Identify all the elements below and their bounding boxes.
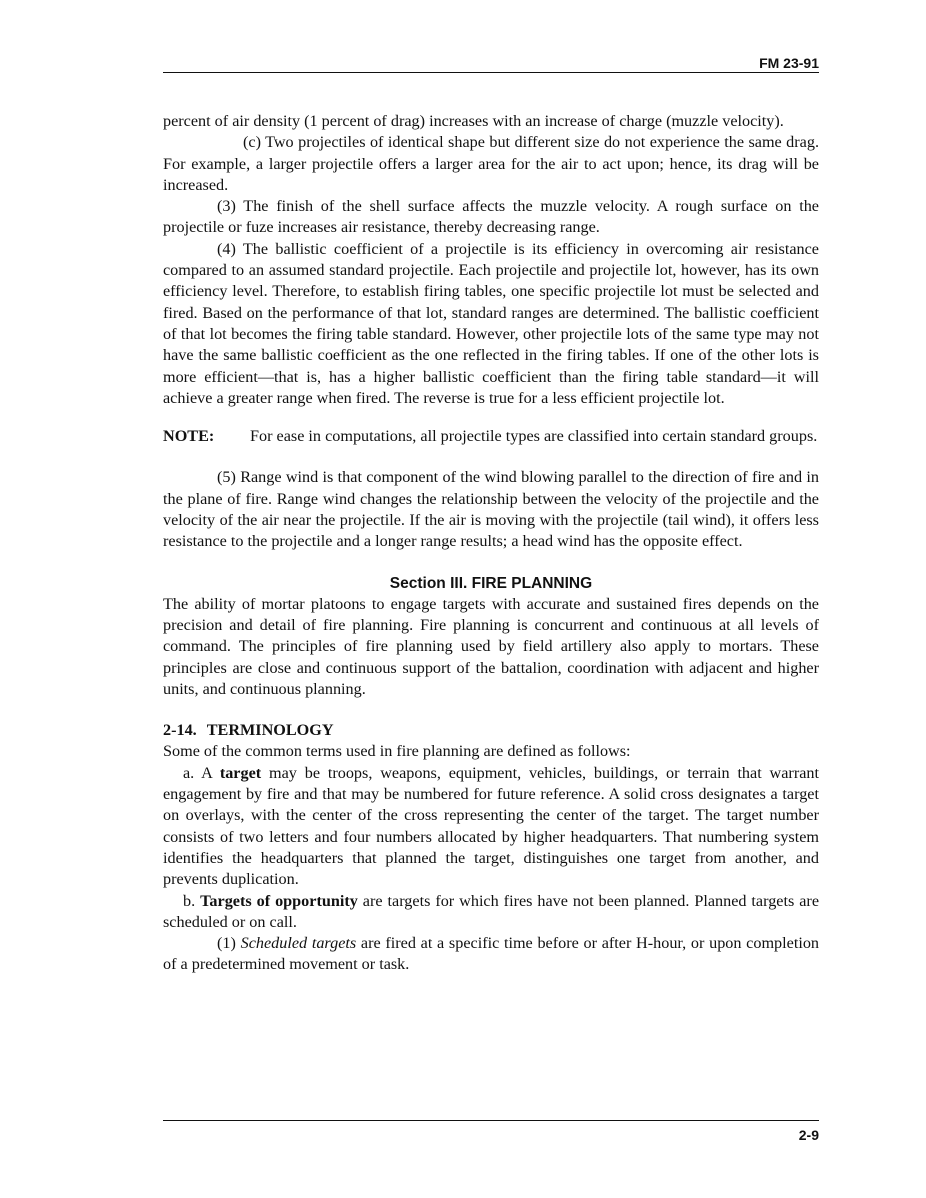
- term-item-scheduled-targets: [163, 933, 819, 976]
- paragraph-range-wind: (5) Range wind is that component of the wind blowing parallel to the direction of fire and in the plane of fire. Range wind changes the relationship between the velocity of the projectile and the velocity of the air near the projectile. If the air is moving with the projectile (tail wind), it offers less resistance to the projectile and a longer range results; a head wind has the opposite effect.: [163, 468, 819, 551]
- term-definition: are targets for which fires have not been planned. Planned targets are scheduled or on call.: [163, 891, 820, 931]
- section-title: Section III. FIRE PLANNING: [389, 574, 593, 592]
- term-definition: are fired at a specific time before or after H-hour, or upon completion of a predetermined movement or task.: [163, 934, 820, 974]
- footer-rule: [163, 1120, 819, 1121]
- term-item-prefix: (1): [217, 934, 241, 953]
- header-rule: [163, 72, 819, 73]
- paragraph-shell-finish: (3) The finish of the shell surface affects the muzzle velocity. A rough surface on the projectile or fuze increases air resistance, thereby decreasing range.: [163, 197, 819, 237]
- paragraph-projectile-size: (c) Two projectiles of identical shape but different size do not experience the same drag. For example, a larger projectile offers a larger area for the air to act upon; hence, its drag will be increased.: [163, 133, 819, 194]
- note-block: [163, 426, 819, 447]
- note-text: For ease in computations, all projectile types are classified into certain standard groups.: [250, 427, 818, 446]
- document-id-header: FM 23-91: [759, 55, 819, 71]
- paragraph-heading-text: TERMINOLOGY: [206, 721, 334, 740]
- term-name: Targets of opportunity: [200, 891, 358, 910]
- paragraph-section-intro: The ability of mortar platoons to engage targets with accurate and sustained fires depends on the precision and detail of fire planning. Fire planning is concurrent and continuous at all levels of command. The principles of fire planning used by field artillery also apply to mortars. These principles are close and continuous support of the battalion, coordination with adjacent and higher units, and continuous planning.: [163, 594, 819, 698]
- term-item-target: [163, 763, 819, 891]
- terminology-intro: Some of the common terms used in fire planning are defined as follows:: [163, 742, 631, 761]
- paragraph-ballistic-coefficient: (4) The ballistic coefficient of a projectile is its efficiency in overcoming air resistance compared to an assumed standard projectile. Each projectile and projectile lot, however, has its own efficiency level. Therefore, to establish firing tables, one specific projectile lot must be selected and fired. Based on the performance of that lot, standard ranges are determined. The ballistic coefficient of that lot becomes the firing table standard. However, other projectile lots of the same type may not have the same ballistic coefficient as the one reflected in the firing tables. If one of the other lots is more efficient—that is, has a higher ballistic coefficient than the firing table standard—it will achieve a greater range when fired. The reverse is true for a less efficient projectile lot.: [163, 239, 819, 407]
- note-label: NOTE:: [163, 427, 215, 446]
- paragraph-air-density: percent of air density (1 percent of drag) increases with an increase of charge (muzzle velocity).: [163, 112, 784, 130]
- term-item-prefix: b.: [183, 891, 201, 910]
- term-item-prefix: a. A: [183, 763, 220, 782]
- term-name: target: [219, 763, 262, 782]
- page-number-footer: 2-9: [798, 1127, 819, 1143]
- term-item-targets-of-opportunity: [163, 891, 819, 934]
- term-definition: may be troops, weapons, equipment, vehicles, buildings, or terrain that warrant engagement by fire and that may be numbered for future reference. A solid cross designates a target on overlays, with the center of the cross representing the center of the target. The target number consists of two letters and four numbers allocated by higher headquarters. That numbering system identifies the headquarters that planned the target, distinguishes one target from another, and prevents duplication.: [163, 763, 819, 889]
- page-body: [163, 111, 819, 976]
- paragraph-heading: [163, 720, 819, 741]
- paragraph-number: 2-14.: [163, 721, 197, 740]
- term-name: Scheduled targets: [240, 934, 357, 953]
